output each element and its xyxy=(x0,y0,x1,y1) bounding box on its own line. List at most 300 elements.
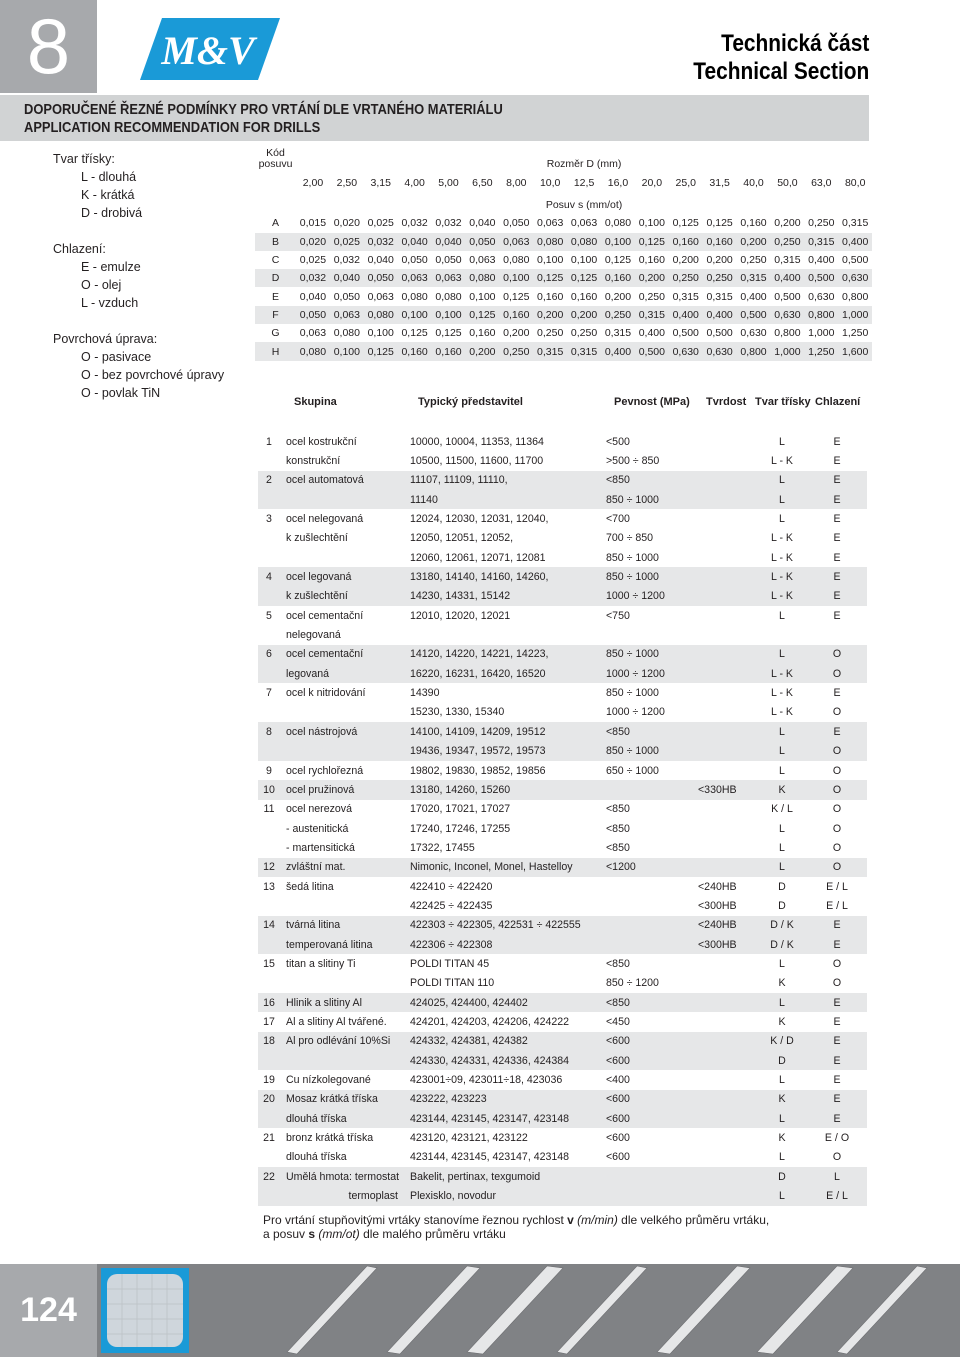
feed-value: 0,160 xyxy=(469,327,496,340)
material-row xyxy=(258,722,867,741)
feed-row xyxy=(255,269,872,287)
strength xyxy=(600,935,692,954)
chip-shape: D / K xyxy=(757,916,807,935)
material-name: - martensitická xyxy=(286,841,355,854)
feed-value: 0,400 xyxy=(808,254,835,267)
material-name: Umělá hmota: termostat xyxy=(280,1167,404,1186)
hardness xyxy=(692,1070,757,1089)
typical-grades: 17020, 17021, 17027 xyxy=(410,803,511,816)
material-name xyxy=(280,974,404,993)
material-row xyxy=(258,954,867,973)
feed-row xyxy=(255,287,872,305)
page-number: 124 xyxy=(0,1264,97,1357)
feed-value: 0,040 xyxy=(398,233,432,251)
group-number: 22 xyxy=(258,1167,280,1186)
cooling: O xyxy=(807,780,867,799)
material-name: Hlinik a slitiny Al xyxy=(280,993,404,1012)
feed-value: 0,500 xyxy=(842,254,869,267)
cooling: O xyxy=(807,664,867,683)
feed-value: 0,100 xyxy=(330,342,364,360)
material-row xyxy=(258,800,867,819)
feed-value: 0,800 xyxy=(737,342,771,360)
diameter-value: 50,0 xyxy=(777,177,798,189)
material-name: ocel nerezová xyxy=(286,803,352,816)
feed-value: 0,200 xyxy=(635,269,669,287)
typical-grades: 13180, 14140, 14160, 14260, xyxy=(404,567,600,586)
hardness xyxy=(692,800,757,819)
typical-grades: 422410 ÷ 422420 xyxy=(410,880,493,893)
feed-value: 0,630 xyxy=(740,327,767,340)
feed-value: 0,063 xyxy=(570,217,598,230)
typical-grades: 14230, 14331, 15142 xyxy=(404,587,600,606)
feed-value: 0,032 xyxy=(364,233,398,251)
note-text: dle velkého průměru vrtáku, xyxy=(617,1213,770,1227)
material-row xyxy=(258,974,867,993)
strength: <600 xyxy=(606,1151,630,1164)
feed-value: 0,250 xyxy=(703,269,737,287)
feed-value: 0,025 xyxy=(330,233,364,251)
feed-value: 0,315 xyxy=(672,290,699,303)
company-logo xyxy=(140,18,280,80)
strength xyxy=(600,1167,692,1186)
chip-shape: K xyxy=(778,977,786,990)
logo-text: M&V xyxy=(161,28,255,73)
legend-item: K - krátká xyxy=(81,188,135,202)
material-row xyxy=(258,935,867,954)
feed-value: 0,032 xyxy=(296,269,330,287)
material-row xyxy=(258,683,867,702)
cooling: E xyxy=(807,1090,867,1109)
material-name: termoplast xyxy=(280,1186,404,1205)
hardness xyxy=(692,625,757,644)
typical-grades: 10000, 10004, 11353, 11364 xyxy=(410,435,544,448)
typical-grades: 424025, 424400, 424402 xyxy=(404,993,600,1012)
hardness: <240HB xyxy=(698,880,737,893)
cooling: E / L xyxy=(826,899,848,912)
feed-value: 0,500 xyxy=(635,342,669,360)
feed-value: 0,050 xyxy=(435,254,462,267)
material-name xyxy=(280,896,404,915)
group-number xyxy=(258,548,280,567)
feed-code: H xyxy=(255,342,296,360)
group-number xyxy=(258,664,280,683)
chip-shape: D / K xyxy=(757,935,807,954)
group-number: 21 xyxy=(263,1132,275,1145)
feed-value: 0,025 xyxy=(367,217,394,230)
typical-grades: 15230, 1330, 15340 xyxy=(410,706,505,719)
feed-value: 0,080 xyxy=(364,306,398,324)
strength xyxy=(600,1186,692,1205)
material-row xyxy=(258,916,867,935)
legend-item: L - dlouhá xyxy=(81,170,137,184)
group-number: 3 xyxy=(266,513,272,526)
strength: <450 xyxy=(606,1015,630,1028)
cooling: E xyxy=(833,532,841,545)
material-row xyxy=(258,1070,867,1089)
feed-value: 0,080 xyxy=(435,290,462,303)
section-title xyxy=(693,30,869,86)
chip-shape: D xyxy=(757,1051,807,1070)
strength: <700 xyxy=(606,513,630,526)
feed-value: 0,315 xyxy=(635,306,669,324)
material-row xyxy=(258,1051,867,1070)
hardness xyxy=(692,761,757,780)
typical-grades: 14390 xyxy=(410,687,440,700)
hardness xyxy=(692,1128,757,1147)
material-row xyxy=(258,490,867,509)
group-number xyxy=(258,529,280,548)
cooling: E xyxy=(833,551,841,564)
material-table xyxy=(258,432,867,1206)
feed-code: E xyxy=(271,290,279,303)
material-row xyxy=(258,819,867,838)
cooling: O xyxy=(832,822,842,835)
chip-shape: L xyxy=(757,645,807,664)
feed-row xyxy=(255,233,872,251)
feed-value: 0,020 xyxy=(333,217,360,230)
strength xyxy=(600,916,692,935)
feed-code: G xyxy=(271,327,280,340)
material-row xyxy=(258,896,867,915)
feed-value: 0,630 xyxy=(770,306,804,324)
material-row xyxy=(258,509,867,528)
group-number: 13 xyxy=(263,880,275,893)
cooling xyxy=(807,625,867,644)
group-number: 9 xyxy=(266,764,272,777)
feed-value: 0,800 xyxy=(804,306,838,324)
chip-shape: L - K xyxy=(757,587,807,606)
material-row xyxy=(258,703,867,722)
feed-value: 0,160 xyxy=(537,290,564,303)
feed-value: 0,080 xyxy=(604,217,632,230)
strength: 650 ÷ 1000 xyxy=(606,764,659,777)
strength: 1000 ÷ 1200 xyxy=(600,587,692,606)
feed-value: 0,160 xyxy=(432,342,466,360)
cooling: O xyxy=(832,957,842,970)
drill-bit-shape xyxy=(387,1266,480,1354)
diameter-value: 10,0 xyxy=(539,177,561,189)
group-number xyxy=(258,451,280,470)
cooling: E / L xyxy=(826,880,848,893)
typical-grades: 422425 ÷ 422435 xyxy=(410,899,493,912)
hardness xyxy=(692,451,757,470)
diameter-value: 2,50 xyxy=(336,177,358,189)
hardness xyxy=(692,1186,757,1205)
material-row xyxy=(258,548,867,567)
cooling: O xyxy=(832,764,842,777)
legend-surface-heading: Povrchová úprava: xyxy=(53,332,158,346)
typical-grades: Bakelit, pertinax, texgumoid xyxy=(404,1167,600,1186)
strength: <500 xyxy=(606,435,630,448)
strength xyxy=(600,877,692,896)
strength: <850 xyxy=(606,803,630,816)
feed-value: 0,250 xyxy=(740,254,767,267)
hardness xyxy=(692,683,757,702)
cooling: O xyxy=(832,841,842,854)
group-number: 12 xyxy=(258,858,280,877)
diameter-value: 31,5 xyxy=(709,177,730,189)
cooling: O xyxy=(807,858,867,877)
feed-value: 0,250 xyxy=(499,342,533,360)
chip-shape: D xyxy=(778,880,786,893)
cooling: O xyxy=(807,645,867,664)
chapter-number: 8 xyxy=(0,0,97,93)
page-title-banner xyxy=(0,95,869,141)
hardness: <300HB xyxy=(692,935,757,954)
material-row xyxy=(258,471,867,490)
cooling: E xyxy=(807,1032,867,1051)
feed-value: 0,100 xyxy=(601,233,635,251)
hardness xyxy=(692,1051,757,1070)
feed-value: 0,125 xyxy=(435,327,462,340)
feed-value: 0,500 xyxy=(672,327,699,340)
hardness xyxy=(692,838,757,857)
cooling: E / L xyxy=(807,1186,867,1205)
note-symbol-s: s xyxy=(308,1227,316,1241)
hardness xyxy=(692,1148,757,1167)
typical-grades: 423144, 423145, 423147, 423148 xyxy=(404,1109,600,1128)
material-name: ocel rychlořezná xyxy=(286,764,364,777)
feed-value: 0,200 xyxy=(672,254,699,267)
strength: <850 xyxy=(600,471,692,490)
material-row xyxy=(258,780,867,799)
material-row xyxy=(258,451,867,470)
feed-value: 0,160 xyxy=(740,217,767,230)
chip-shape: K xyxy=(757,780,807,799)
typical-grades: 19802, 19830, 19852, 19856 xyxy=(410,764,546,777)
group-number: 16 xyxy=(258,993,280,1012)
material-row xyxy=(258,761,867,780)
page-title-cz: DOPORUČENÉ ŘEZNÉ PODMÍNKY PRO VRTÁNÍ DLE VRTANÉHO MATERIÁLU xyxy=(24,101,503,118)
material-name xyxy=(280,742,404,761)
feed-value: 0,100 xyxy=(638,217,665,230)
typical-grades: 13180, 14260, 15260 xyxy=(404,780,600,799)
diameter-value: 25,0 xyxy=(675,177,696,189)
strength: 850 ÷ 1000 xyxy=(600,645,692,664)
chip-shape: L xyxy=(779,435,785,448)
feed-value: 0,200 xyxy=(604,290,632,303)
feed-value: 0,315 xyxy=(706,290,733,303)
strength: 850 ÷ 1000 xyxy=(600,567,692,586)
hardness xyxy=(692,1090,757,1109)
drill-bit-shape xyxy=(837,1266,927,1354)
feed-value: 0,125 xyxy=(533,269,567,287)
material-name: nelegovaná xyxy=(286,629,341,642)
feed-value: 0,100 xyxy=(499,269,533,287)
feed-row xyxy=(255,342,872,360)
feed-value: 0,125 xyxy=(401,327,428,340)
group-number: 6 xyxy=(258,645,280,664)
diameter-value: 6,50 xyxy=(472,177,493,189)
chip-shape xyxy=(757,625,807,644)
cooling: E xyxy=(807,567,867,586)
feed-value: 0,315 xyxy=(604,327,632,340)
feed-value: 0,200 xyxy=(567,306,601,324)
feed-value: 0,032 xyxy=(435,217,462,230)
feed-rate-table xyxy=(255,148,872,361)
chip-shape: K / L xyxy=(771,803,793,816)
feed-value: 0,040 xyxy=(299,290,327,303)
hardness xyxy=(692,587,757,606)
typical-grades: 422303 ÷ 422305, 422531 ÷ 422555 xyxy=(404,916,600,935)
feed-value: 0,100 xyxy=(367,327,394,340)
feed-value: 0,050 xyxy=(503,217,530,230)
cooling: O xyxy=(832,803,842,816)
typical-grades: 12024, 12030, 12031, 12040, xyxy=(410,513,549,526)
material-row xyxy=(258,664,867,683)
material-name: dlouhá tříska xyxy=(286,1151,347,1164)
feed-value: 0,100 xyxy=(398,306,432,324)
strength: <1200 xyxy=(600,858,692,877)
feed-value: 0,100 xyxy=(432,306,466,324)
hardness xyxy=(692,529,757,548)
strength: 850 ÷ 1000 xyxy=(606,687,659,700)
feed-value: 0,160 xyxy=(398,342,432,360)
material-name xyxy=(280,490,404,509)
cooling: E xyxy=(807,1109,867,1128)
diameter-value: 4,00 xyxy=(404,177,425,189)
group-number xyxy=(258,490,280,509)
strength: <600 xyxy=(600,1032,692,1051)
note-symbol-v: v xyxy=(567,1213,574,1227)
typical-grades: Nimonic, Inconel, Monel, Hastelloy xyxy=(404,858,600,877)
feed-value: 0,250 xyxy=(537,327,564,340)
hardness xyxy=(692,1032,757,1051)
group-number: 18 xyxy=(258,1032,280,1051)
feed-value: 0,630 xyxy=(703,342,737,360)
cooling: E xyxy=(807,490,867,509)
material-row xyxy=(258,1109,867,1128)
strength xyxy=(600,780,692,799)
material-name: ocel automatová xyxy=(280,471,404,490)
material-name: dlouhá tříska xyxy=(280,1109,404,1128)
diameter-value: 2,00 xyxy=(302,177,324,189)
strength: 850 ÷ 1000 xyxy=(606,551,659,564)
chip-shape: L xyxy=(779,609,785,622)
typical-grades: 12060, 12061, 12071, 12081 xyxy=(410,551,546,564)
feed-code: B xyxy=(255,233,296,251)
typical-grades: 17240, 17246, 17255 xyxy=(410,822,511,835)
feed-value: 0,080 xyxy=(533,233,567,251)
feed-value: 0,050 xyxy=(296,306,330,324)
feed-value: 0,063 xyxy=(299,327,327,340)
material-row xyxy=(258,858,867,877)
material-name: k zušlechtění xyxy=(280,587,404,606)
typical-grades xyxy=(404,625,600,644)
chip-shape: L xyxy=(757,1186,807,1205)
material-name: tvárná litina xyxy=(280,916,404,935)
typical-grades: 423144, 423145, 423147, 423148 xyxy=(410,1151,570,1164)
material-name: Cu nízkolegované xyxy=(286,1074,371,1087)
feed-value: 0,630 xyxy=(838,269,872,287)
hardness xyxy=(692,1109,757,1128)
typical-grades: Plexisklo, novodur xyxy=(404,1186,600,1205)
feed-value: 0,100 xyxy=(469,290,496,303)
typical-grades: POLDI TITAN 45 xyxy=(410,957,490,970)
hardness xyxy=(692,954,757,973)
chip-shape: L xyxy=(757,742,807,761)
typical-grades: 423001÷09, 423011÷18, 423036 xyxy=(410,1074,563,1087)
cooling: E xyxy=(833,513,841,526)
material-name: legovaná xyxy=(280,664,404,683)
feed-code: A xyxy=(271,217,279,230)
group-number xyxy=(258,896,280,915)
group-number xyxy=(258,1051,280,1070)
chip-shape: L xyxy=(779,1074,785,1087)
hardness: <300HB xyxy=(698,899,737,912)
feed-row xyxy=(255,251,872,269)
legend xyxy=(53,150,243,402)
feed-value: 0,125 xyxy=(364,342,398,360)
note-text: Pro vrtání stupňovitými vrtáky stanovíme řeznou rychlost xyxy=(263,1213,568,1227)
feed-value: 0,160 xyxy=(669,233,703,251)
usage-note xyxy=(263,1213,769,1241)
feed-value: 0,040 xyxy=(330,269,364,287)
feed-value: 0,800 xyxy=(842,290,869,303)
group-number: 5 xyxy=(266,609,272,622)
feed-value: 0,080 xyxy=(567,233,601,251)
diameter-label: Rozměr D (mm) xyxy=(546,158,622,170)
legend-item: O - povlak TiN xyxy=(81,386,161,400)
strength: 850 ÷ 1000 xyxy=(600,742,692,761)
feed-value: 1,000 xyxy=(770,342,804,360)
material-row xyxy=(258,1186,867,1205)
strength: <850 xyxy=(606,822,630,835)
chip-shape: L xyxy=(757,471,807,490)
material-name: ocel k nitridování xyxy=(286,687,366,700)
chip-shape: L xyxy=(779,957,785,970)
group-number: 15 xyxy=(263,957,275,970)
cooling: O xyxy=(832,977,842,990)
feed-value: 0,050 xyxy=(364,269,398,287)
chip-shape: L - K xyxy=(771,687,793,700)
feed-value: 0,125 xyxy=(672,217,699,230)
typical-grades: POLDI TITAN 110 xyxy=(410,977,495,990)
feed-value: 0,315 xyxy=(842,217,869,230)
chip-shape: L - K xyxy=(757,664,807,683)
typical-grades: 424330, 424331, 424336, 424384 xyxy=(404,1051,600,1070)
feed-value: 0,125 xyxy=(503,290,530,303)
strength: <850 xyxy=(606,841,630,854)
material-row xyxy=(258,645,867,664)
feed-value: 0,400 xyxy=(838,233,872,251)
feed-value: 0,050 xyxy=(401,254,428,267)
feed-value: 0,160 xyxy=(499,306,533,324)
feed-code: C xyxy=(271,254,280,267)
code-header xyxy=(255,148,296,196)
feed-value: 0,020 xyxy=(296,233,330,251)
group-number: 10 xyxy=(258,780,280,799)
group-number: 11 xyxy=(263,803,275,816)
hardness xyxy=(692,664,757,683)
feed-value: 0,315 xyxy=(774,254,801,267)
drill-tools-image xyxy=(97,1264,960,1357)
cooling: E / O xyxy=(824,1132,850,1145)
group-number xyxy=(258,587,280,606)
feed-value: 1,250 xyxy=(842,327,869,340)
feed-value: 1,000 xyxy=(838,306,872,324)
cooling: E xyxy=(807,916,867,935)
feed-value: 0,200 xyxy=(503,327,530,340)
diameter-value: 12,5 xyxy=(573,177,595,189)
feed-value: 0,025 xyxy=(299,254,327,267)
typical-grades: 12050, 12051, 12052, xyxy=(410,532,514,545)
hardness xyxy=(692,509,757,528)
typical-grades: 14120, 14220, 14221, 14223, xyxy=(404,645,600,664)
hardness xyxy=(692,645,757,664)
material-row xyxy=(258,432,867,451)
feed-value: 0,063 xyxy=(330,306,364,324)
